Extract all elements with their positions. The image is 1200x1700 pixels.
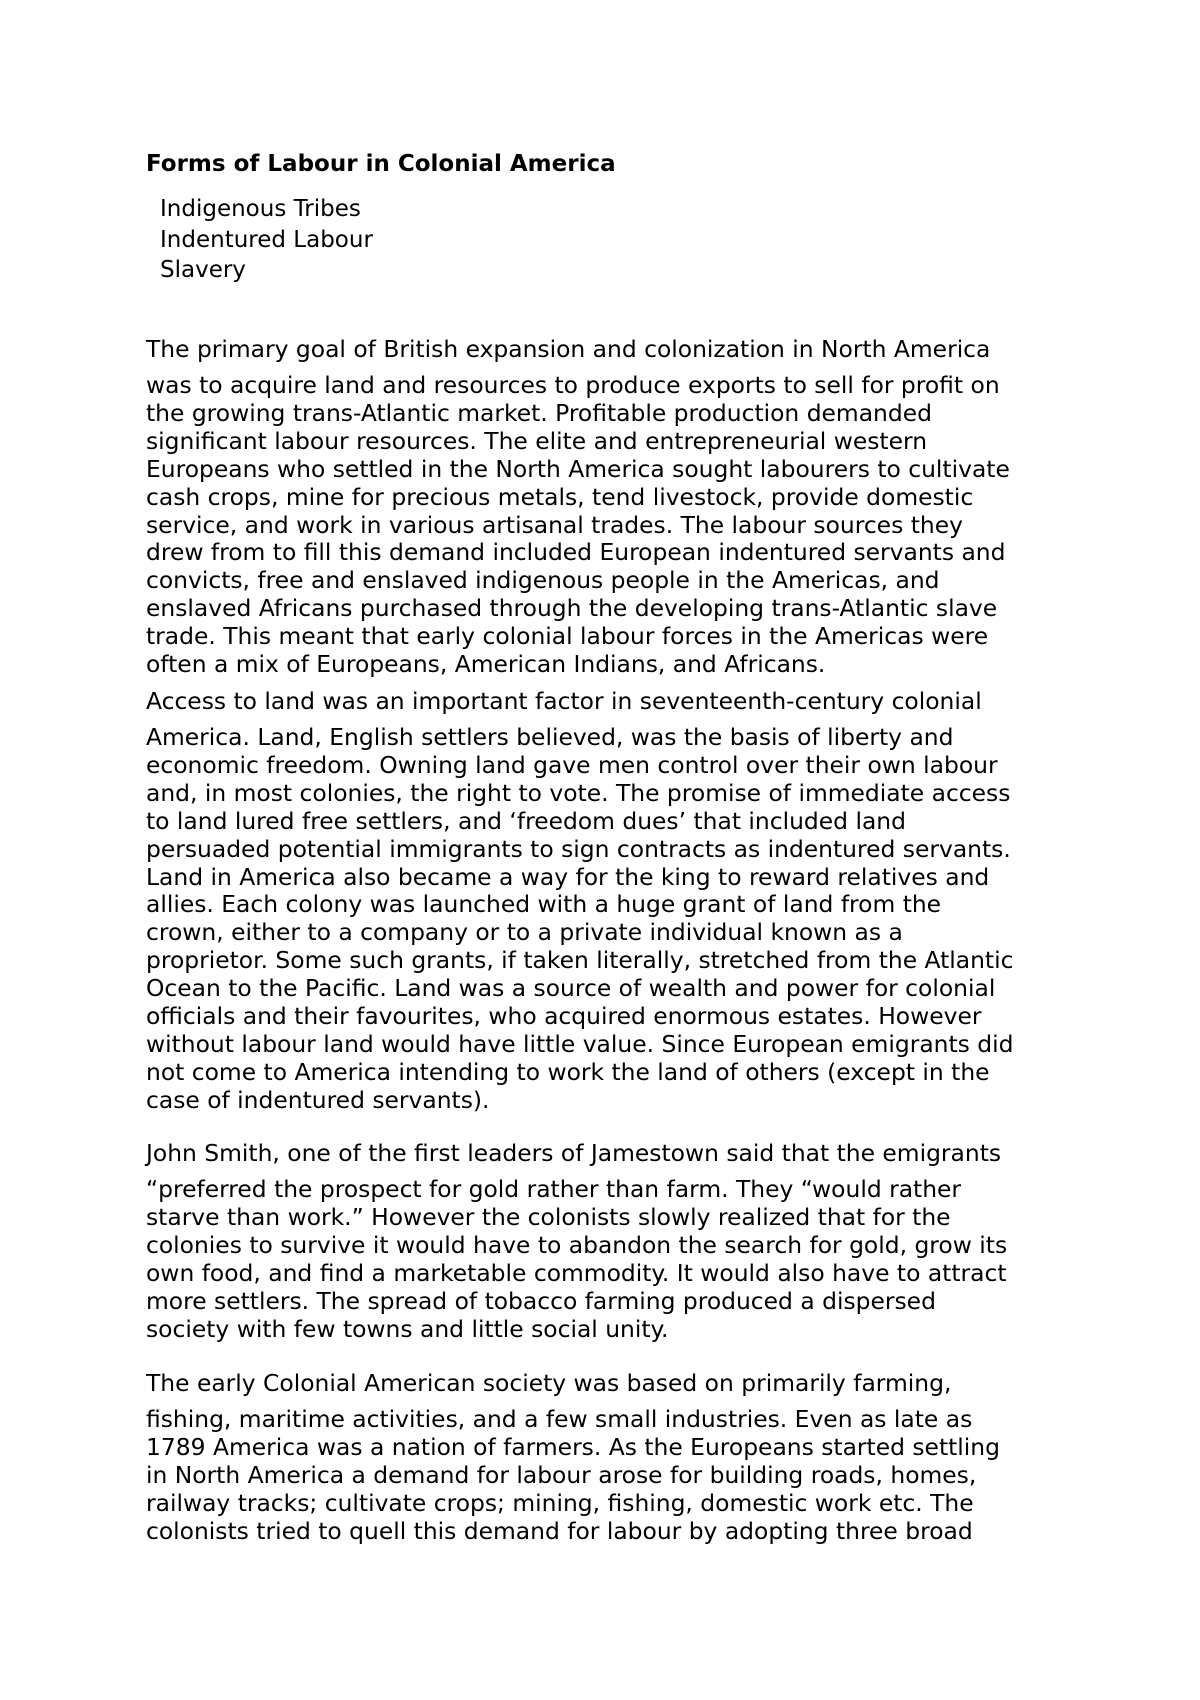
paragraph-line: own food, and find a marketable commodity. It would also have to attract bbox=[146, 1258, 1007, 1287]
paragraph-line: proprietor. Some such grants, if taken literally, stretched from the Atlantic bbox=[146, 946, 1014, 975]
paragraph-line: railway tracks; cultivate crops; mining, fishing, domestic work etc. The bbox=[146, 1488, 974, 1517]
paragraph-access-to-land bbox=[146, 688, 1013, 1115]
paragraph-line: Land in America also became a way for the king to reward relatives and bbox=[146, 862, 990, 891]
paragraph-line: enslaved Africans purchased through the developing trans-Atlantic slave bbox=[146, 594, 998, 623]
topic-list bbox=[160, 194, 373, 286]
paragraph-line: without labour land would have little value. Since European emigrants did bbox=[146, 1029, 1014, 1058]
paragraph-line: often a mix of Europeans, American Indians, and Africans. bbox=[146, 650, 826, 679]
paragraph-line: and, in most colonies, the right to vote. The promise of immediate access bbox=[146, 778, 1011, 807]
paragraph-line: 1789 America was a nation of farmers. As the Europeans started settling bbox=[146, 1432, 1000, 1461]
topic-item: Slavery bbox=[160, 257, 246, 283]
paragraph-line: starve than work.” However the colonists slowly realized that for the bbox=[146, 1202, 951, 1231]
paragraph-british-expansion bbox=[146, 336, 1010, 679]
paragraph-line: trade. This meant that early colonial labour forces in the Americas were bbox=[146, 622, 989, 651]
paragraph-line: not come to America intending to work the land of others (except in the bbox=[146, 1057, 990, 1086]
paragraph-line: service, and work in various artisanal trades. The labour sources they bbox=[146, 510, 963, 539]
paragraph-line: economic freedom. Owning land gave men control over their own labour bbox=[146, 750, 998, 779]
topic-item: Indigenous Tribes bbox=[160, 196, 361, 222]
paragraph-line: drew from to fill this demand included European indentured servants and bbox=[146, 538, 1006, 567]
topic-item: Indentured Labour bbox=[160, 226, 373, 253]
paragraph-line: to land lured free settlers, and ‘freedom dues’ that included land bbox=[146, 806, 906, 835]
paragraph-line: convicts, free and enslaved indigenous people in the Americas, and bbox=[146, 566, 940, 595]
paragraph-line: crown, either to a company or to a private individual known as a bbox=[146, 918, 903, 947]
paragraph-line: case of indentured servants). bbox=[146, 1085, 490, 1114]
paragraph-line: Access to land was an important factor in seventeenth-century colonial bbox=[146, 687, 982, 715]
paragraph-line: persuaded potential immigrants to sign contracts as indentured servants. bbox=[146, 834, 1011, 863]
paragraph-line: society with few towns and little social unity. bbox=[146, 1314, 669, 1343]
paragraph-line: significant labour resources. The elite and entrepreneurial western bbox=[146, 426, 928, 455]
paragraph-line: Europeans who settled in the North America sought labourers to cultivate bbox=[146, 454, 1010, 483]
document-title: Forms of Labour in Colonial America bbox=[146, 151, 616, 177]
paragraph-line: in North America a demand for labour arose for building roads, homes, bbox=[146, 1460, 977, 1489]
paragraph-line: cash crops, mine for precious metals, tend livestock, provide domestic bbox=[146, 482, 974, 511]
paragraph-line: “preferred the prospect for gold rather than farm. They “would rather bbox=[146, 1175, 962, 1203]
paragraph-line: The early Colonial American society was based on primarily farming, bbox=[146, 1369, 952, 1397]
paragraph-line: John Smith, one of the first leaders of Jamestown said that the emigrants bbox=[146, 1139, 1002, 1167]
paragraph-early-society bbox=[146, 1370, 1000, 1546]
paragraph-line: America. Land, English settlers believed, was the basis of liberty and bbox=[146, 723, 954, 751]
paragraph-line: officials and their favourites, who acquired enormous estates. However bbox=[146, 1002, 982, 1031]
paragraph-line: more settlers. The spread of tobacco farming produced a dispersed bbox=[146, 1286, 936, 1315]
paragraph-line: Ocean to the Pacific. Land was a source of wealth and power for colonial bbox=[146, 974, 996, 1003]
paragraph-line: fishing, maritime activities, and a few small industries. Even as late as bbox=[146, 1405, 973, 1433]
paragraph-line: colonists tried to quell this demand for labour by adopting three broad bbox=[146, 1516, 973, 1545]
paragraph-john-smith bbox=[146, 1140, 1007, 1343]
paragraph-line: was to acquire land and resources to produce exports to sell for profit on bbox=[146, 371, 1000, 399]
paragraph-line: the growing trans-Atlantic market. Profitable production demanded bbox=[146, 398, 932, 427]
paragraph-line: colonies to survive it would have to abandon the search for gold, grow its bbox=[146, 1230, 1008, 1259]
paragraph-line: allies. Each colony was launched with a huge grant of land from the bbox=[146, 890, 942, 919]
paragraph-line: The primary goal of British expansion and colonization in North America bbox=[146, 335, 991, 363]
